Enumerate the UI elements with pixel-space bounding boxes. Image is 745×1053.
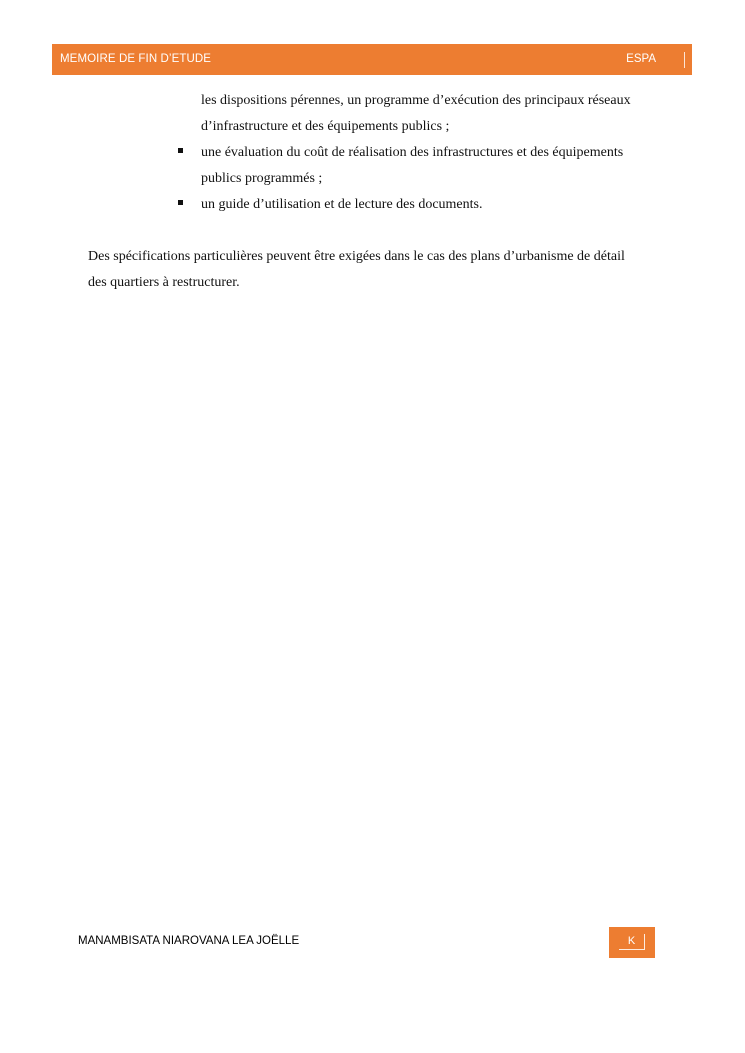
page-number-badge <box>609 927 655 958</box>
continuation-line: les dispositions pérennes, un programme d’exécution des principaux réseaux <box>201 93 631 108</box>
list-item-line: un guide d’utilisation et de lecture des documents. <box>201 197 483 212</box>
footer-author-name: MANAMBISATA NIAROVANA LEA JOËLLE <box>78 935 300 947</box>
paragraph-line: des quartiers à restructurer. <box>88 275 240 290</box>
continuation-line: d’infrastructure et des équipements publics ; <box>201 119 450 134</box>
header-document-title: MEMOIRE DE FIN D’ETUDE <box>60 53 212 65</box>
square-bullet-icon <box>178 148 183 153</box>
list-item-line: publics programmés ; <box>201 171 323 186</box>
list-item <box>178 192 661 218</box>
page-header <box>52 44 692 75</box>
list-item <box>178 140 661 192</box>
header-divider <box>684 52 685 68</box>
header-school-name: ESPA <box>626 53 656 65</box>
page-number: K <box>619 934 645 950</box>
square-bullet-icon <box>178 200 183 205</box>
paragraph-line: Des spécifications particulières peuvent être exigées dans le cas des plans d’urbanisme de détail <box>88 249 625 264</box>
list-item-line: une évaluation du coût de réalisation des infrastructures et des équipements <box>201 145 624 160</box>
